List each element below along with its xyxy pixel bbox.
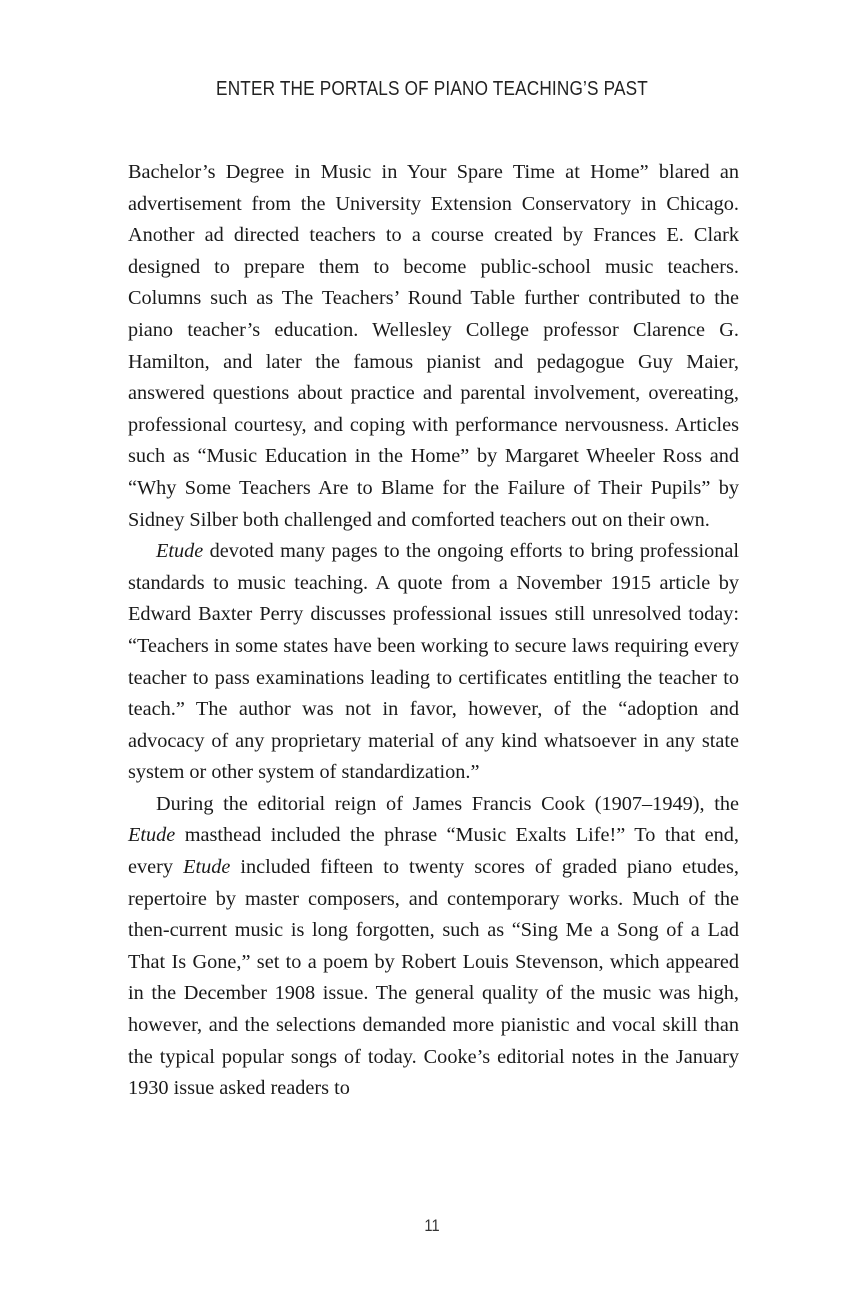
- paragraph-text: During the editorial reign of James Francis Cook (1907–1949), the: [156, 792, 739, 815]
- body-text: [128, 157, 739, 1105]
- paragraph-text: Bachelor’s Degree in Music in Your Spare Time at Home” blared an advertisement from the University Extension Conservatory in Chicago. Another ad directed teachers to a course created by Frances E. Clark designed to prepare them to become public-school music teachers. Columns such as The Teachers’ Round Table further contributed to the piano teacher’s education. Wellesley College professor Clarence G. Hamilton, and later the famous pianist and pedagogue Guy Maier, answered questions about practice and parental involvement, overeating, professional courtesy, and coping with performance nervousness. Articles such as “Music Education in the Home” by Margaret Wheeler Ross and “Why Some Teachers Are to Blame for the Failure of Their Pupils” by Sidney Silber both challenged and comforted teachers out on their own.: [128, 161, 739, 531]
- paragraph-text: masthead included the phrase “Music Exalts Life!” To that end, every: [128, 824, 739, 879]
- running-head: ENTER THE PORTALS OF PIANO TEACHING’S PAST: [216, 78, 648, 100]
- page-number: 11: [424, 1216, 440, 1235]
- journal-title: Etude: [128, 824, 176, 847]
- journal-title: Etude: [183, 856, 231, 879]
- paragraph: [128, 157, 739, 536]
- paragraph-text: included fifteen to twenty scores of graded piano etudes, repertoire by master composers, and contemporary works. Much of the then-current music is long forgotten, such as “Sing Me a Song of a Lad That Is Gone,” set to a poem by Robert Louis Stevenson, which appeared in the December 1908 issue. The general quality of the music was high, however, and the selections demanded more pianistic and vocal skill than the typical popular songs of today. Cooke’s editorial notes in the January 1930 issue asked readers to: [128, 856, 740, 1100]
- paragraph: [128, 536, 739, 789]
- paragraph: [128, 789, 739, 1105]
- paragraph-text: devoted many pages to the ongoing efforts to bring professional standards to music teaching. A quote from a November 1915 article by Edward Baxter Perry discusses professional issues still unresolved today: “Teachers in some states have been working to secure laws requiring every teacher to pass examinations leading to certificates entitling the teacher to teach.” The author was not in favor, however, of the “adoption and advocacy of any proprietary material of any kind whatsoever in any state system or other system of standardization.”: [128, 540, 739, 784]
- journal-title: Etude: [156, 540, 204, 563]
